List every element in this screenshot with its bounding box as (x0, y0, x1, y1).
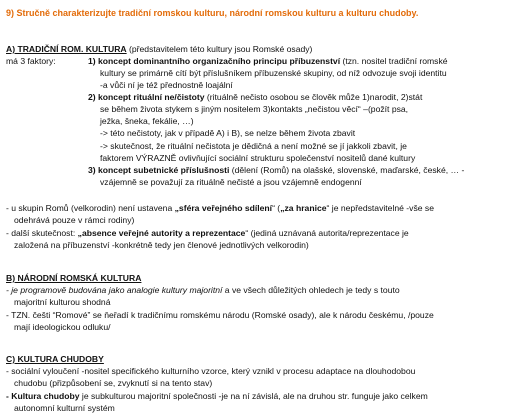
public-sphere-term: „sféra veřejného sdílení (174, 203, 273, 213)
paragraph-1-text-2: “ ( (272, 203, 281, 213)
beyond-border-term: „za hranice (280, 203, 327, 213)
paragraph-1-line-1 (6, 203, 434, 214)
section-a-subtitle: (představitelem této kultury jsou Romské osady) (126, 44, 313, 54)
section-c-line-4: autonomní kulturní systém (14, 403, 115, 413)
factor-2-line-4: -> této nečistoty, jak v případě A) i B), se nelze během života zbavit (100, 128, 356, 138)
section-b-heading: B) NÁRODNÍ ROMSKÁ KULTURA (6, 273, 142, 283)
section-b-line-2: majoritní kulturou shodná (14, 297, 111, 307)
section-c-text: je subkulturou majoritní společnosti -je na ní závislá, ale na druhou str. funguje jako celkem (79, 391, 428, 401)
culture-of-poverty-term: - Kultura chudoby (6, 391, 80, 401)
section-c-line-1: - sociální vyloučení -nositel specifického kulturního vzorce, který vznikl v procesu adaptace na dlouhodobou (6, 366, 416, 376)
factor-1-line-2: kultury se primárně cítí být příslušníkem příbuzenské skupiny, od níž odvozuje svoji identitu (100, 68, 447, 78)
question-title: 9) Stručně charakterizujte tradiční romskou kulturu, národní romskou kulturu a kulturu chudoby. (6, 8, 419, 18)
section-c-heading: C) KULTURA CHUDOBY (6, 354, 104, 364)
section-c-line-3 (6, 391, 428, 402)
paragraph-2-line-1 (6, 228, 409, 239)
section-c-line-2: chudobu (přizpůsobení se, zvyknutí si na tento stav) (14, 378, 213, 388)
paragraph-1-text: - u skupin Romů (velkorodin) není ustavena (6, 203, 175, 213)
section-b-text: a ve všech důležitých ohledech je tedy s touto (222, 285, 400, 295)
paragraph-2-line-2: založená na příbuzenství -konkrétně tedy jen členové jednotlivých velkorodin) (14, 240, 309, 250)
section-b-line-4: mají ideologickou odluku/ (14, 322, 111, 332)
section-a-title: A) TRADIČNÍ ROM. KULTURA (6, 44, 127, 54)
factor-2-line-6: faktorem VÝRAZNĚ ovlivňující sociální strukturu společenství nositelů dané kultury (100, 153, 416, 163)
paragraph-1-text-3: “ je nepředstavitelné -vše se (326, 203, 435, 213)
factor-3-title: 3) koncept subetnické příslušnosti (88, 165, 230, 175)
factor-2-text: (rituálně nečisto osobou se člověk může 1)narodit, 2)stát (204, 92, 423, 102)
factor-2-line-5: -> skutečnost, že rituální nečistota je dědičná a není možné se jí jakkoli zbavit, je (100, 141, 407, 151)
factor-3-line-2: vzájemně se považují za rituálně nečisté a jsou vzájemně endogenní (100, 177, 362, 187)
factor-2-title: 2) koncept rituální ne/čistoty (88, 92, 205, 102)
factor-1-title: 1) koncept dominantního organizačního principu příbuzenství (88, 56, 341, 66)
factors-label: má 3 faktory: (6, 56, 56, 66)
section-b-emphasis: - je programově budována jako analogie kultury majoritní (6, 285, 223, 295)
factor-2-line-3: ježka, šneka, fekálie, …) (100, 116, 194, 126)
authority-term: „absence veřejné autority a reprezentace (77, 228, 246, 238)
factor-1-line-1 (88, 56, 448, 67)
factor-1-text: (tzn. nositel tradiční romské (340, 56, 448, 66)
factor-2-line-2: se během života stykem s jiným nositelem 3)kontakts „nečistou věcí“ –(požít psa, (100, 104, 409, 114)
factor-2-line-1 (88, 92, 422, 103)
factor-3-line-1 (88, 165, 464, 176)
paragraph-2-text-2: “ (jediná uznávaná autorita/reprezentace je (245, 228, 409, 238)
section-b-line-3: - TZN. češti “Romové” se ňeřadí k tradičnímu romskému národu (Romské osady), ale k národu českému, /pouze (6, 310, 434, 320)
section-a-heading (6, 44, 312, 55)
factor-3-text: (dělení (Romů) na olašské, slovenské, maďarské, české, … - (229, 165, 465, 175)
section-b-line-1 (6, 285, 400, 296)
paragraph-2-text: - další skutečnost: (6, 228, 78, 238)
factor-1-line-3: -a vůči ní je též přednostně loajální (100, 80, 233, 90)
paragraph-1-line-2: odehrává pouze v rámci rodiny) (14, 215, 135, 225)
